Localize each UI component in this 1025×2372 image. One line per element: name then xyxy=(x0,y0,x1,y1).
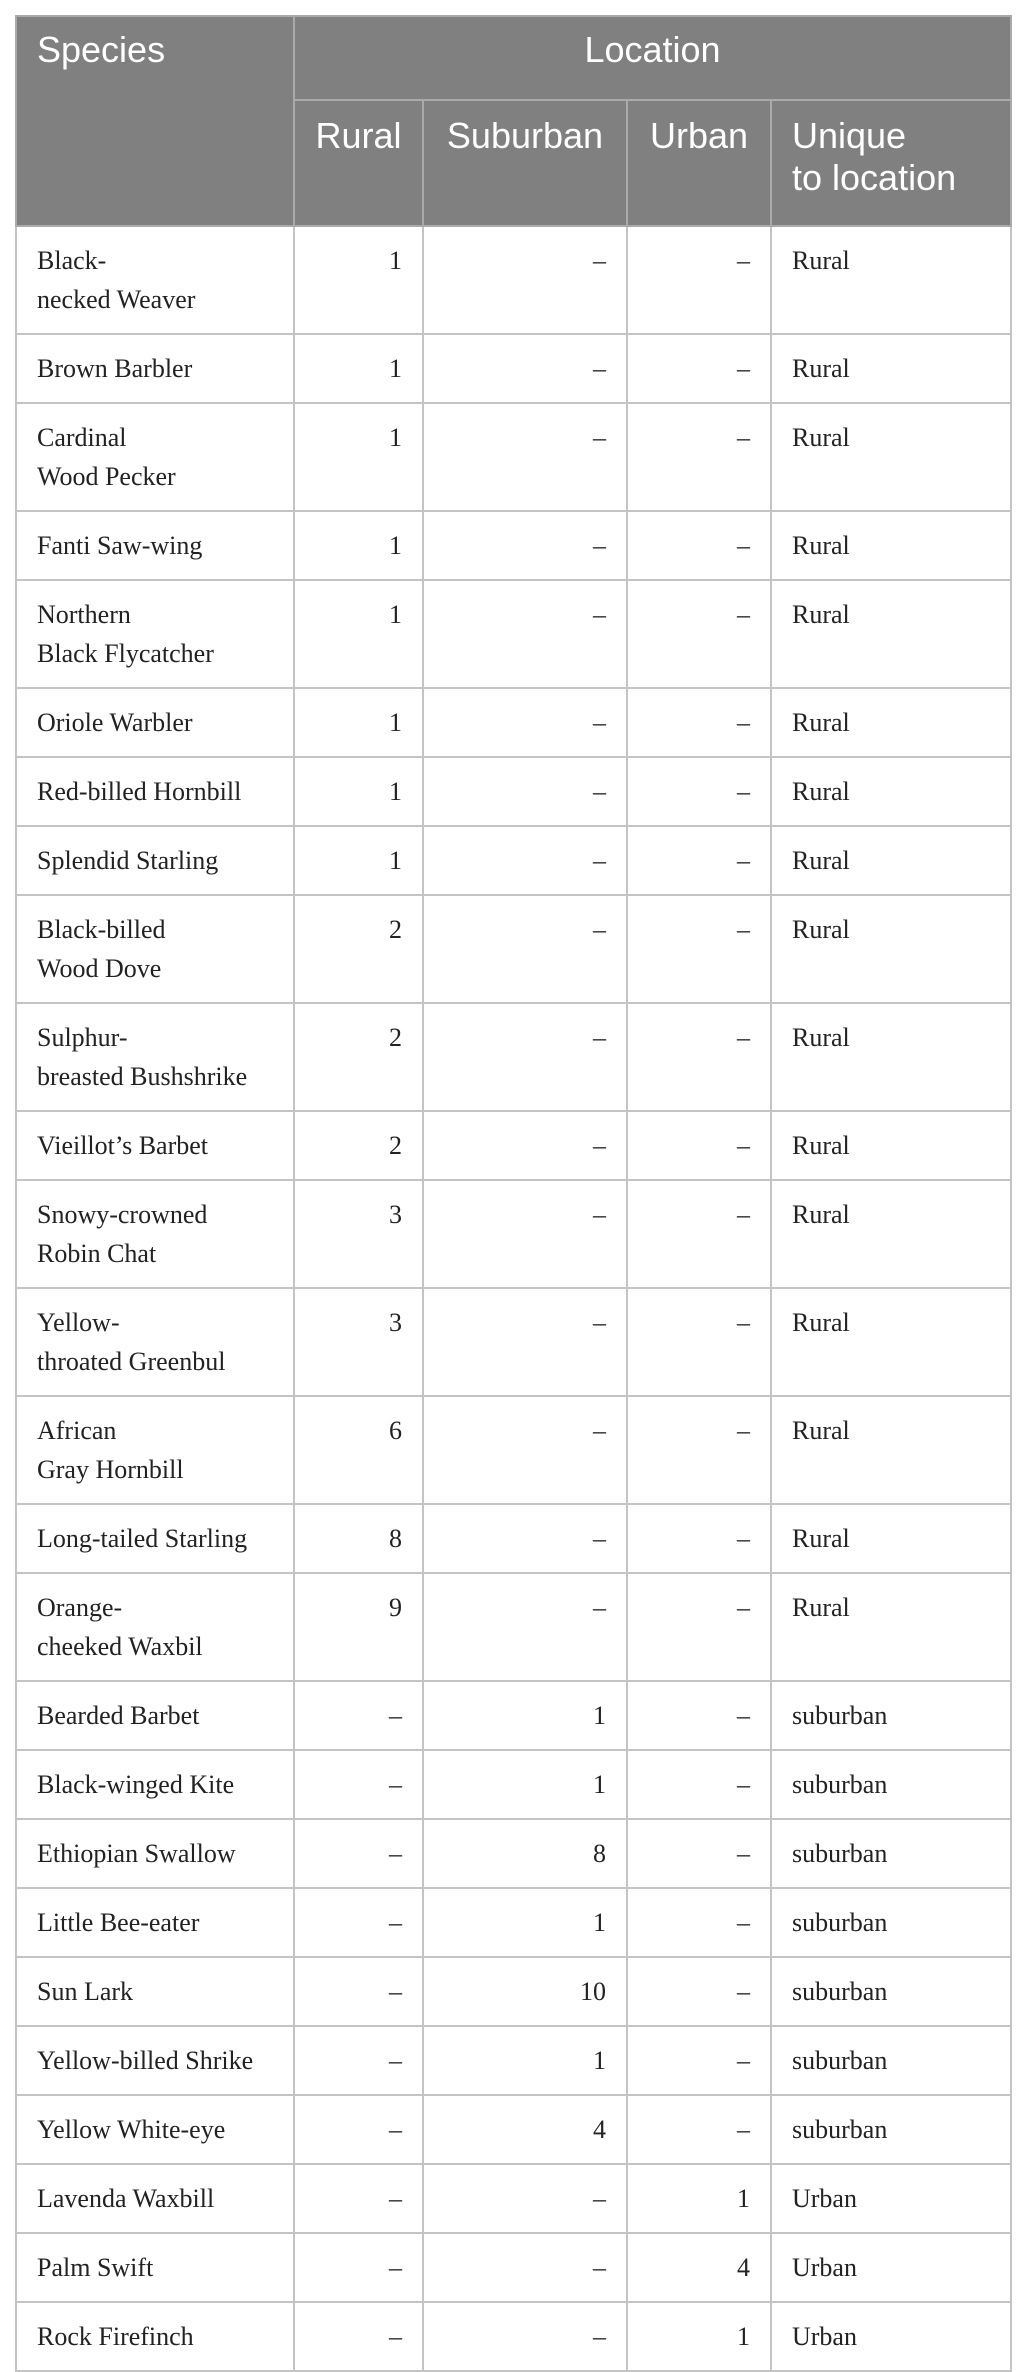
suburban-count-cell: – xyxy=(423,226,627,334)
rural-count-cell: – xyxy=(294,1750,423,1819)
urban-count-cell: – xyxy=(627,1111,771,1180)
rural-count-cell: – xyxy=(294,2095,423,2164)
header-rural: Rural xyxy=(294,100,423,226)
species-name-line: Northern xyxy=(37,600,131,629)
header-unique-line1: Unique xyxy=(792,115,907,156)
species-cell xyxy=(16,2095,294,2164)
urban-count-cell: – xyxy=(627,1003,771,1111)
unique-location-cell: Rural xyxy=(771,511,1011,580)
species-name-line: Black- xyxy=(37,246,107,275)
species-cell xyxy=(16,1681,294,1750)
suburban-count-cell: – xyxy=(423,826,627,895)
species-table-container xyxy=(15,15,1010,2372)
species-name-line: Robin Chat xyxy=(37,1239,157,1268)
rural-count-cell: – xyxy=(294,2302,423,2371)
table-row xyxy=(16,1504,1011,1573)
table-row xyxy=(16,2026,1011,2095)
urban-count-cell: – xyxy=(627,580,771,688)
table-row xyxy=(16,895,1011,1003)
species-name-line: Fanti Saw-wing xyxy=(37,531,203,560)
suburban-count-cell: – xyxy=(423,688,627,757)
species-cell xyxy=(16,2026,294,2095)
rural-count-cell: – xyxy=(294,1888,423,1957)
urban-count-cell: – xyxy=(627,1750,771,1819)
table-row xyxy=(16,2233,1011,2302)
table-row xyxy=(16,511,1011,580)
table-body xyxy=(16,226,1011,2371)
urban-count-cell: 4 xyxy=(627,2233,771,2302)
rural-count-cell: 1 xyxy=(294,580,423,688)
species-name-line: Little Bee-eater xyxy=(37,1908,200,1937)
table-row xyxy=(16,1396,1011,1504)
table-row xyxy=(16,1180,1011,1288)
table-row xyxy=(16,226,1011,334)
rural-count-cell: 8 xyxy=(294,1504,423,1573)
urban-count-cell: – xyxy=(627,1504,771,1573)
species-cell xyxy=(16,1573,294,1681)
suburban-count-cell: – xyxy=(423,757,627,826)
suburban-count-cell: – xyxy=(423,511,627,580)
table-row xyxy=(16,1573,1011,1681)
rural-count-cell: 1 xyxy=(294,688,423,757)
suburban-count-cell: 10 xyxy=(423,1957,627,2026)
table-row xyxy=(16,1681,1011,1750)
species-cell xyxy=(16,2164,294,2233)
species-name-line: Yellow-billed Shrike xyxy=(37,2046,254,2075)
urban-count-cell: – xyxy=(627,2026,771,2095)
unique-location-cell: suburban xyxy=(771,1750,1011,1819)
unique-location-cell: suburban xyxy=(771,1957,1011,2026)
table-row xyxy=(16,1288,1011,1396)
urban-count-cell: – xyxy=(627,1573,771,1681)
species-cell xyxy=(16,1888,294,1957)
unique-location-cell: Rural xyxy=(771,895,1011,1003)
species-name-line: necked Weaver xyxy=(37,285,196,314)
suburban-count-cell: 1 xyxy=(423,2026,627,2095)
unique-location-cell: suburban xyxy=(771,1681,1011,1750)
species-name-line: Sun Lark xyxy=(37,1977,134,2006)
urban-count-cell: 1 xyxy=(627,2164,771,2233)
rural-count-cell: 3 xyxy=(294,1180,423,1288)
species-name-line: Gray Hornbill xyxy=(37,1455,184,1484)
suburban-count-cell: – xyxy=(423,1180,627,1288)
table-row xyxy=(16,1888,1011,1957)
urban-count-cell: – xyxy=(627,757,771,826)
species-cell xyxy=(16,1288,294,1396)
header-unique-line2: to location xyxy=(792,157,957,198)
rural-count-cell: – xyxy=(294,2233,423,2302)
table-row xyxy=(16,2164,1011,2233)
table-row xyxy=(16,1819,1011,1888)
header-location: Location xyxy=(294,16,1011,100)
unique-location-cell: Rural xyxy=(771,334,1011,403)
species-cell xyxy=(16,1111,294,1180)
rural-count-cell: 9 xyxy=(294,1573,423,1681)
species-cell xyxy=(16,226,294,334)
species-name-line: Sulphur- xyxy=(37,1023,128,1052)
table-header xyxy=(16,16,1011,226)
suburban-count-cell: – xyxy=(423,1573,627,1681)
rural-count-cell: 2 xyxy=(294,1003,423,1111)
species-cell xyxy=(16,580,294,688)
unique-location-cell: Rural xyxy=(771,403,1011,511)
rural-count-cell: – xyxy=(294,1957,423,2026)
species-name-line: cheeked Waxbil xyxy=(37,1632,203,1661)
suburban-count-cell: – xyxy=(423,580,627,688)
species-cell xyxy=(16,1504,294,1573)
urban-count-cell: – xyxy=(627,1888,771,1957)
table-row xyxy=(16,2095,1011,2164)
species-name-line: Wood Dove xyxy=(37,954,162,983)
urban-count-cell: – xyxy=(627,1681,771,1750)
rural-count-cell: – xyxy=(294,2164,423,2233)
header-unique-to-location xyxy=(771,100,1011,226)
header-species: Species xyxy=(16,16,294,226)
species-name-line: throated Greenbul xyxy=(37,1347,226,1376)
table-row xyxy=(16,334,1011,403)
suburban-count-cell: 1 xyxy=(423,1681,627,1750)
table-row xyxy=(16,580,1011,688)
species-name-line: breasted Bushshrike xyxy=(37,1062,248,1091)
species-cell xyxy=(16,688,294,757)
suburban-count-cell: – xyxy=(423,1504,627,1573)
species-cell xyxy=(16,1750,294,1819)
rural-count-cell: – xyxy=(294,2026,423,2095)
species-name-line: Vieillot’s Barbet xyxy=(37,1131,209,1160)
species-cell xyxy=(16,757,294,826)
header-urban: Urban xyxy=(627,100,771,226)
species-name-line: Yellow- xyxy=(37,1308,120,1337)
unique-location-cell: Rural xyxy=(771,1288,1011,1396)
species-cell xyxy=(16,1180,294,1288)
species-name-line: Cardinal xyxy=(37,423,127,452)
unique-location-cell: Rural xyxy=(771,580,1011,688)
species-cell xyxy=(16,1819,294,1888)
species-name-line: Black Flycatcher xyxy=(37,639,214,668)
table-row xyxy=(16,403,1011,511)
rural-count-cell: 1 xyxy=(294,826,423,895)
species-location-table xyxy=(15,15,1012,2372)
urban-count-cell: – xyxy=(627,688,771,757)
species-cell xyxy=(16,895,294,1003)
table-row xyxy=(16,1957,1011,2026)
species-cell xyxy=(16,1957,294,2026)
urban-count-cell: – xyxy=(627,1396,771,1504)
suburban-count-cell: – xyxy=(423,2233,627,2302)
species-cell xyxy=(16,1003,294,1111)
urban-count-cell: – xyxy=(627,1819,771,1888)
species-name-line: Brown Barbler xyxy=(37,354,193,383)
species-name-line: Wood Pecker xyxy=(37,462,176,491)
rural-count-cell: – xyxy=(294,1681,423,1750)
species-cell xyxy=(16,511,294,580)
species-name-line: Red-billed Hornbill xyxy=(37,777,242,806)
suburban-count-cell: – xyxy=(423,895,627,1003)
species-name-line: African xyxy=(37,1416,117,1445)
species-name-line: Orange- xyxy=(37,1593,123,1622)
species-cell xyxy=(16,2302,294,2371)
rural-count-cell: 1 xyxy=(294,757,423,826)
unique-location-cell: Rural xyxy=(771,1003,1011,1111)
species-name-line: Rock Firefinch xyxy=(37,2322,194,2351)
urban-count-cell: – xyxy=(627,334,771,403)
species-cell xyxy=(16,334,294,403)
species-cell xyxy=(16,1396,294,1504)
suburban-count-cell: 1 xyxy=(423,1750,627,1819)
suburban-count-cell: 4 xyxy=(423,2095,627,2164)
species-cell xyxy=(16,403,294,511)
rural-count-cell: 1 xyxy=(294,511,423,580)
suburban-count-cell: 8 xyxy=(423,1819,627,1888)
suburban-count-cell: – xyxy=(423,1003,627,1111)
suburban-count-cell: – xyxy=(423,2164,627,2233)
unique-location-cell: Rural xyxy=(771,688,1011,757)
unique-location-cell: Urban xyxy=(771,2164,1011,2233)
rural-count-cell: 1 xyxy=(294,226,423,334)
unique-location-cell: Rural xyxy=(771,1573,1011,1681)
urban-count-cell: 1 xyxy=(627,2302,771,2371)
rural-count-cell: 3 xyxy=(294,1288,423,1396)
unique-location-cell: suburban xyxy=(771,1819,1011,1888)
species-name-line: Black-billed xyxy=(37,915,166,944)
suburban-count-cell: – xyxy=(423,403,627,511)
table-row xyxy=(16,688,1011,757)
urban-count-cell: – xyxy=(627,403,771,511)
suburban-count-cell: – xyxy=(423,1111,627,1180)
species-name-line: Black-winged Kite xyxy=(37,1770,235,1799)
suburban-count-cell: – xyxy=(423,1396,627,1504)
species-name-line: Palm Swift xyxy=(37,2253,154,2282)
urban-count-cell: – xyxy=(627,1957,771,2026)
unique-location-cell: Rural xyxy=(771,226,1011,334)
species-name-line: Yellow White-eye xyxy=(37,2115,226,2144)
unique-location-cell: Rural xyxy=(771,826,1011,895)
table-row xyxy=(16,757,1011,826)
table-row xyxy=(16,826,1011,895)
unique-location-cell: Rural xyxy=(771,757,1011,826)
urban-count-cell: – xyxy=(627,2095,771,2164)
species-cell xyxy=(16,826,294,895)
species-name-line: Oriole Warbler xyxy=(37,708,193,737)
species-cell xyxy=(16,2233,294,2302)
urban-count-cell: – xyxy=(627,1288,771,1396)
rural-count-cell: 2 xyxy=(294,1111,423,1180)
species-name-line: Long-tailed Starling xyxy=(37,1524,248,1553)
rural-count-cell: 2 xyxy=(294,895,423,1003)
unique-location-cell: Urban xyxy=(771,2302,1011,2371)
species-name-line: Splendid Starling xyxy=(37,846,219,875)
urban-count-cell: – xyxy=(627,1180,771,1288)
urban-count-cell: – xyxy=(627,226,771,334)
suburban-count-cell: – xyxy=(423,334,627,403)
unique-location-cell: Rural xyxy=(771,1111,1011,1180)
table-row xyxy=(16,2302,1011,2371)
unique-location-cell: suburban xyxy=(771,2095,1011,2164)
suburban-count-cell: – xyxy=(423,2302,627,2371)
unique-location-cell: Rural xyxy=(771,1180,1011,1288)
rural-count-cell: – xyxy=(294,1819,423,1888)
unique-location-cell: suburban xyxy=(771,1888,1011,1957)
rural-count-cell: 1 xyxy=(294,403,423,511)
unique-location-cell: Rural xyxy=(771,1396,1011,1504)
table-row xyxy=(16,1111,1011,1180)
table-row xyxy=(16,1003,1011,1111)
unique-location-cell: Urban xyxy=(771,2233,1011,2302)
urban-count-cell: – xyxy=(627,895,771,1003)
rural-count-cell: 1 xyxy=(294,334,423,403)
urban-count-cell: – xyxy=(627,826,771,895)
rural-count-cell: 6 xyxy=(294,1396,423,1504)
header-suburban: Suburban xyxy=(423,100,627,226)
urban-count-cell: – xyxy=(627,511,771,580)
species-name-line: Snowy-crowned xyxy=(37,1200,208,1229)
suburban-count-cell: 1 xyxy=(423,1888,627,1957)
species-name-line: Ethiopian Swallow xyxy=(37,1839,236,1868)
suburban-count-cell: – xyxy=(423,1288,627,1396)
unique-location-cell: Rural xyxy=(771,1504,1011,1573)
table-row xyxy=(16,1750,1011,1819)
species-name-line: Lavenda Waxbill xyxy=(37,2184,215,2213)
unique-location-cell: suburban xyxy=(771,2026,1011,2095)
species-name-line: Bearded Barbet xyxy=(37,1701,200,1730)
